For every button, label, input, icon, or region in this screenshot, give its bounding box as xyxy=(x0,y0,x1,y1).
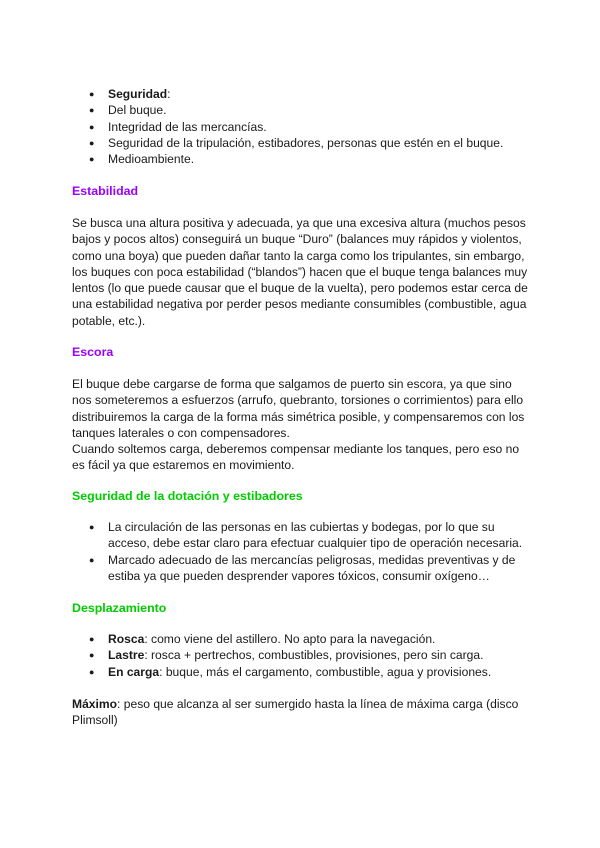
list-item: ● La circulación de las personas en las cubiertas y bodegas, por lo que su acceso, debe estar claro para efectuar cualquier tipo de operación necesaria. xyxy=(72,519,532,552)
list-item-bold: En carga xyxy=(108,664,160,679)
seguridad-dotacion-list-block xyxy=(72,519,532,584)
section-heading-estabilidad: Estabilidad xyxy=(72,184,139,198)
paragraph-maximo: Máximo: peso que alcanza al ser sumergido hasta la línea de máxima carga (disco Plimsoll) xyxy=(72,697,519,728)
list-item: ● Seguridad: xyxy=(72,86,532,102)
list-item: ● Marcado adecuado de las mercancías peligrosas, medidas preventivas y de estiba ya que pueden desprender vapores tóxicos, consumir oxígeno… xyxy=(72,552,532,585)
security-list-block xyxy=(72,86,532,167)
list-item: ● Integridad de las mercancías. xyxy=(72,119,532,135)
security-list xyxy=(72,86,532,167)
list-item-bold: Lastre xyxy=(108,648,145,663)
desplazamiento-list xyxy=(72,631,532,680)
list-item: ● Lastre: rosca + pertrechos, combustibles, provisiones, pero sin carga. xyxy=(72,647,532,663)
list-item: ● Rosca: como viene del astillero. No apto para la navegación. xyxy=(72,631,532,647)
list-item-bold: Seguridad xyxy=(108,87,168,101)
section-heading-seguridad-dotacion: Seguridad de la dotación y estibadores xyxy=(72,489,303,503)
list-item: ● En carga: buque, más el cargamento, combustible, agua y provisiones. xyxy=(72,664,532,680)
section-heading-escora: Escora xyxy=(72,345,114,359)
desplazamiento-list-block xyxy=(72,631,532,680)
section-heading-desplazamiento: Desplazamiento xyxy=(72,601,167,615)
list-item-bold: Rosca xyxy=(108,632,145,646)
paragraph-estabilidad: Se busca una altura positiva y adecuada, ya que una excesiva altura (muchos pesos bajos y pocos altos) conseguirá un buque “Duro” (balances muy rápidos y violentos, como una boya) que pueden dañar tanto la carga como los tripulantes, sin embargo, los buques con poca estabilidad (“blandos”) hacen que el buque tenga balances muy lentos (lo que puede causar que el buque de la vuelta), pero podemos estar cerca de una estabilidad negativa por perder pesos mediante consumibles (combustible, agua potable, etc.). xyxy=(72,216,528,328)
list-item: ● Del buque. xyxy=(72,102,532,118)
maximo-bold: Máximo xyxy=(72,697,118,711)
list-item: ● Medioambiente. xyxy=(72,151,532,167)
list-item: ● Seguridad de la tripulación, estibadores, personas que estén en el buque. xyxy=(72,135,532,151)
seguridad-dotacion-list xyxy=(72,519,532,584)
paragraph-escora: El buque debe cargarse de forma que salgamos de puerto sin escora, ya que sino nos someteremos a esfuerzos (arrufo, quebranto, torsiones o corrimientos) para ello distribuiremos la carga de la forma más simétrica posible, y compensaremos con los tanques laterales o con compensadores. Cuando soltemos carga, deberemos compensar mediante los tanques, pero eso no es fácil ya que estaremos en movimiento. xyxy=(72,377,525,473)
